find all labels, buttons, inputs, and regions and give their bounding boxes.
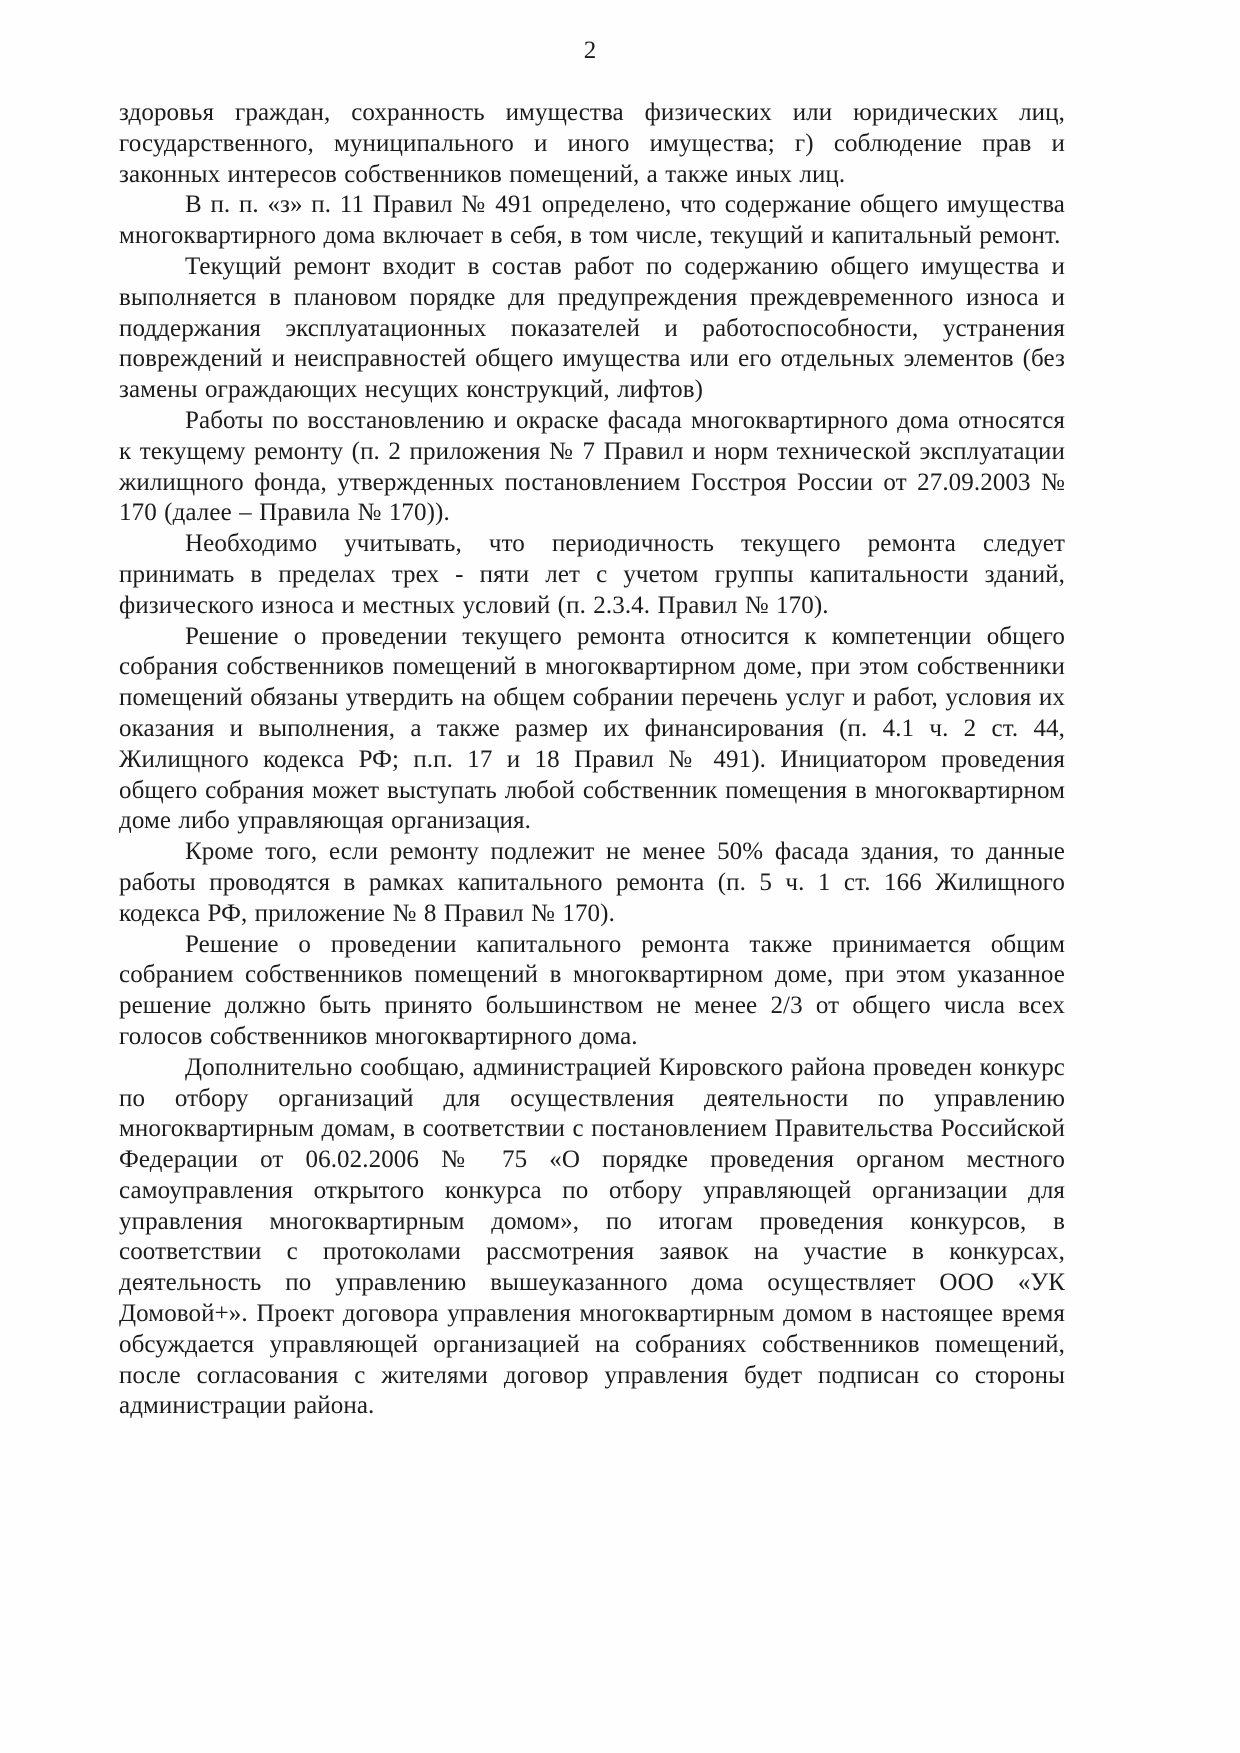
document-body [119, 98, 1065, 1422]
paragraph: Кроме того, если ремонту подлежит не менее 50% фасада здания, то данные работы проводятся в рамках капитального ремонта (п. 5 ч. 1 ст. 166 Жилищного кодекса РФ, приложение № 8 Правил № 170). [119, 838, 1065, 927]
paragraph: В п. п. «з» п. 11 Правил № 491 определено, что содержание общего имущества многоквартирного дома включает в себя, в том числе, текущий и капитальный ремонт. [119, 191, 1065, 250]
paragraph: Текущий ремонт входит в состав работ по содержанию общего имущества и выполняется в плановом порядке для предупреждения преждевременного износа и поддержания эксплуатационных показателей и работоспособности, устранения повреждений и неисправностей общего имущества или его отдельных элементов (без замены ограждающих несущих конструкций, лифтов) [119, 252, 1065, 404]
paragraph: Необходимо учитывать, что периодичность текущего ремонта следует принимать в пределах трех - пяти лет с учетом группы капитальности зданий, физического износа и местных условий (п. 2.3.4. Правил № 170). [119, 530, 1065, 619]
paragraph: Решение о проведении капитального ремонта также принимается общим собранием собственников помещений в многоквартирном доме, при этом указанное решение должно быть принято большинством не менее 2/3 от общего числа всех голосов собственников многоквартирного дома. [119, 930, 1065, 1050]
paragraph: здоровья граждан, сохранность имущества физических или юридических лиц, государственного, муниципального и иного имущества; г) соблюдение прав и законных интересов собственников помещений, а также иных лиц. [119, 99, 1065, 188]
paragraph: Решение о проведении текущего ремонта относится к компетенции общего собрания собственников помещений в многоквартирном доме, при этом собственники помещений обязаны утвердить на общем собрании перечень услуг и работ, условия их оказания и выполнения, а также размер их финансирования (п. 4.1 ч. 2 ст. 44, Жилищного кодекса РФ; п.п. 17 и 18 Правил № 491). Инициатором проведения общего собрания может выступать любой собственник помещения в многоквартирном доме либо управляющая организация. [119, 622, 1065, 835]
page-number: 2 [583, 37, 597, 64]
paragraph: Дополнительно сообщаю, администрацией Кировского района проведен конкурс по отбору организаций для осуществления деятельности по управлению многоквартирным домам, в соответствии с постановлением Правительства Российской Федерации от 06.02.2006 № 75 «О порядке проведения органом местного самоуправления открытого конкурса по отбору управляющей организации для управления многоквартирным домом», по итогам проведения конкурсов, в соответствии с протоколами рассмотрения заявок на участие в конкурсах, деятельность по управлению вышеуказанного дома осуществляет ООО «УК Домовой+». Проект договора управления многоквартирным домом в настоящее время обсуждается управляющей организацией на собраниях собственников помещений, после согласования с жителями договор управления будет подписан со стороны администрации района. [119, 1053, 1065, 1420]
paragraph: Работы по восстановлению и окраске фасада многоквартирного дома относятся к текущему ремонту (п. 2 приложения № 7 Правил и норм технической эксплуатации жилищного фонда, утвержденных постановлением Госстроя России от 27.09.2003 № 170 (далее – Правила № 170)). [119, 406, 1065, 527]
